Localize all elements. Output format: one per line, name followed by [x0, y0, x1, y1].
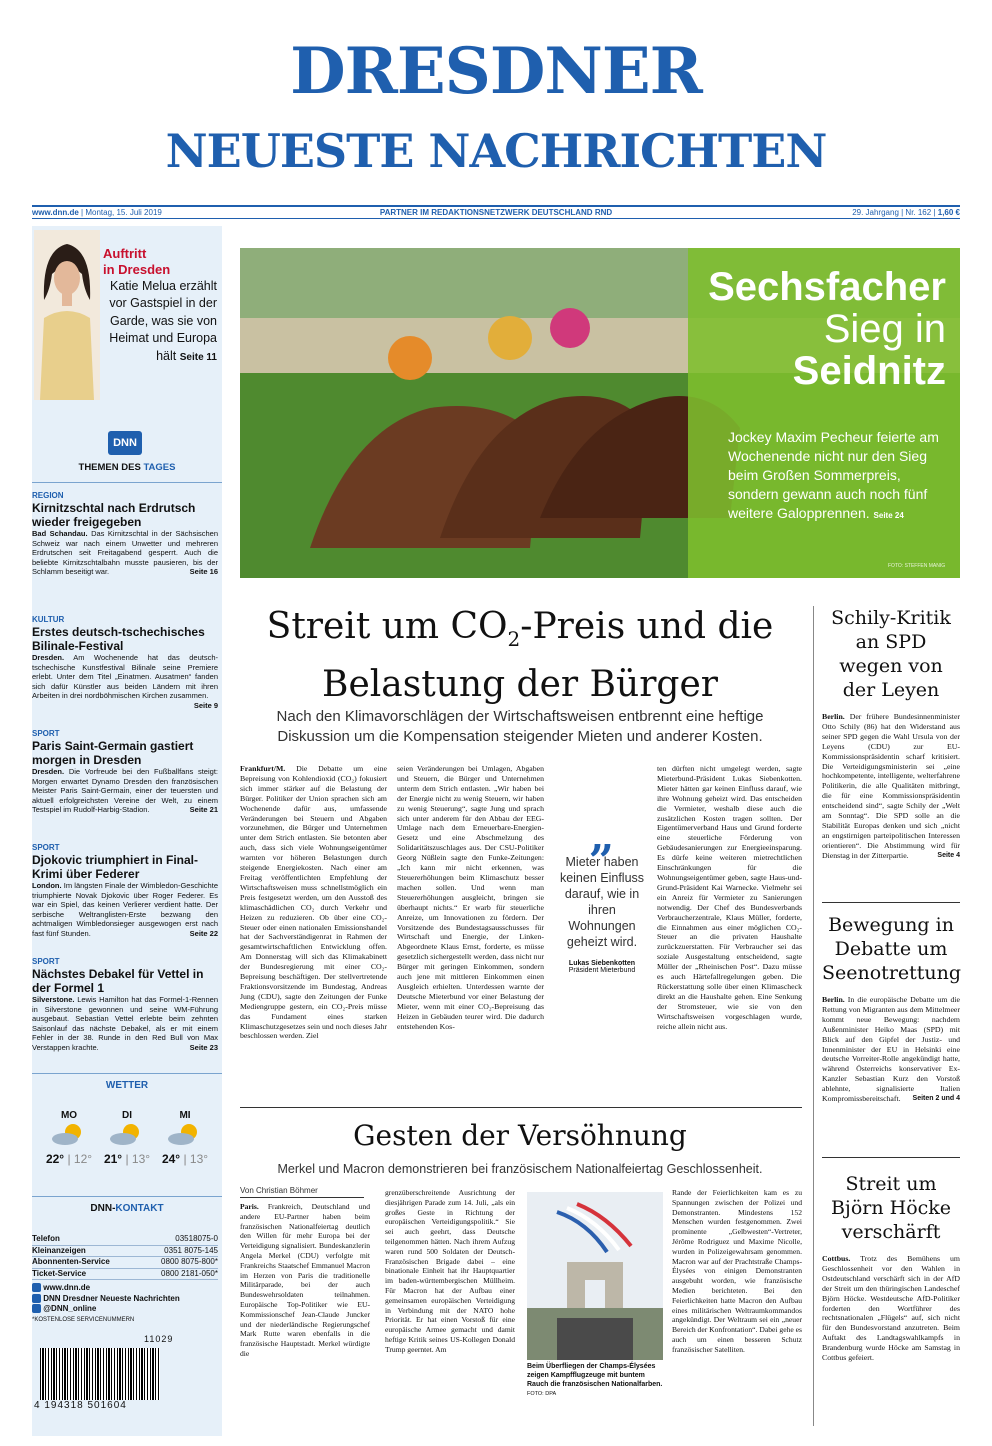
sun-cloud-icon — [165, 1121, 205, 1147]
list-item[interactable]: REGION Kirnitzschtal nach Erdrutsch wieder freigegeben Bad Schandau. Das Kirnitzschtal in der Sächsischen Schweiz war nach einem Unwetter und mehreren Erdrutschen seit Freitagabend gesperrt. Auch die beliebte Kirnitzschtalbahn musste pausieren, bis der Schlamm beseitigt war. Seite 16 — [32, 491, 219, 577]
kontakt-footnote: *KOSTENLOSE SERVICENUMMERN — [32, 1316, 135, 1323]
kontakt-table — [32, 1234, 218, 1325]
weather-day: MO 22° | 12° — [45, 1110, 93, 1166]
table-row: Ticket-Service 0800 2181-050* — [32, 1269, 218, 1281]
facebook-icon — [32, 1294, 41, 1303]
photo-story-headline: Sechsfacher Sieg in Seidnitz — [708, 265, 946, 393]
barcode-top-number: 11029 — [144, 1334, 174, 1344]
teaser-text: Katie Melua erzählt vor Gastspiel in der Garde, was sie von Heimat und Europa hält Seite 11 — [109, 279, 217, 363]
lead-column-3: ten dürften nicht umgelegt werden, sagte Mieterbund-Präsident Lukas Siebenkotten. Mieter hätten gar keinen Einfluss darauf, wie ihre Wohnung geheizt wird. Das entscheiden die Vermieter, weshalb diese auch die zusätzlichen Kosten tragen sollten. Der Eigentümerverband Haus und Grund forderte eine steuerliche Förderung von Gebäudesanierungen zur Energieeinsparung. Es dürfe keine weiteren mietrechtlichen Einschränkungen für die Wohnungseigentümer geben, sagte Haus-und-Grund-Präsident Kai Warnecke. Vielmehr sei ein Anreiz für Vermieter zu Sanierungen notwendig. Der Chef des Bundesverbands Verbraucherzentrale, Klaus Müller, forderte, die Einnahmen aus einer möglichen CO₂-Steuer an die privaten Haushalte zurückzuerstatten. Für Verbraucher sei das soziale Ausgestaltung entscheidend, sagte Müller der „Rheinischen Post“. Dazu müsse es auch Härtefallregelungen geben. Die Rückerstattung solle über einen Klimascheck direkt an die Haushalte gehen. Eine Senkung der Stromsteuer, wie sie von den Wirtschaftsweisen vorgeschlagen wurde, reiche allein nicht aus. — [657, 764, 802, 1031]
weather-day: MI 24° | 13° — [161, 1110, 209, 1166]
second-headline: Gesten der Versöhnung — [353, 1119, 687, 1152]
barcode-bottom-number: 4 194318 501604 — [34, 1400, 127, 1411]
lead-headline: Streit um $CO_2$-Preis und die Belastung der Bürger — [266, 606, 774, 706]
sun-cloud-icon — [107, 1121, 147, 1147]
second-column-1: Paris. Frankreich, Deutschland und andere EU-Partner haben beim französischen Nationalfeiertag deutlich den Willen für mehr Europa bei der Verteidigung signalisiert. Bundeskanzlerin Angela Merkel (CDU) verfolgte mit Frankreichs Staatschef Emmanuel Macron im Herzen von Paris die traditionelle Militärparade, bei der auch Bundeswehrsoldaten teilnahmen. Europäische Top-Politiker wie EU-Kommissionschef Jean-Claude Juncker und der niederländische Regierungschef Mark Rutte waren ebenfalls in die französische Hauptstadt. Merkel würdigte die — [240, 1202, 370, 1358]
themen-heading: THEMEN DES TAGES — [78, 462, 176, 473]
pull-quote: „ Mieter haben keinen Einfluss darauf, wie in ihren Wohnungen geheizt wird. Lukas Siebenkotten Präsident Mieterbund — [554, 820, 650, 974]
weather-forecast — [40, 1110, 214, 1180]
kontakt-title: DNN-KONTAKT — [90, 1203, 164, 1214]
lead-deck: Nach den Klimavorschlägen der Wirtschaftsweisen entbrennt eine heftige Diskussion um die Kompensation steigender Mieten und anderer Kosten. — [276, 708, 764, 745]
barcode — [40, 1348, 160, 1400]
list-item[interactable]: SPORT Nächstes Debakel für Vettel in der Formel 1 Silverstone. Lewis Hamilton hat das Formel-1-Rennen in Silverstone gewonnen und seine WM-Führung ausgebaut. Sebastian Vettel erlebte beim zehnten Saisonlauf das nächste Debakel, als er mit einem Fehler in der 38. Runde in den Red Bull von Max Verstappen krachte. Seite 23 — [32, 957, 218, 1052]
price: 1,60 € — [937, 208, 960, 217]
katie-melua-photo — [34, 230, 100, 400]
second-column-3: Rande der Feierlichkeiten kam es zu Spannungen zwischen der Polizei und Demonstranten. Mindestens 152 Menschen wurden festgenommen. Zwei prominente „Gelbwesten“-Vertreter, Jérôme Rodriguez und Maxime Nicolle, wurden in Polizeigewahrsam genommen. Macron war auf der Prachtstraße Champs-Élysées von einigen Demonstranten ausgebuht worden, wie französische Medien berichteten. Bei den Feierlichkeiten hatte Macron den Aufbau eines militärischen Weltraumkommandos angekündigt. Der Weltraum sei ein „neuer Bereich der Konfrontation“. Dabei gehe es auch um einen besseren Schutz französischer Satelliten. — [672, 1188, 802, 1354]
second-column-2: grenzüberschreitende Ausrichtung der diesjährigen Parade zum 14. Juli, „als ein großes Geste in Richtung der europäischen Verteidigungspolitik.“ Sie sei auch geehrt, dass Deutsche teilgenommen hätten. Nach ihrem Aufzug waren rund 500 Soldaten der Deutsch-Französischen Brigade dabei – eine binationale Einheit hat ihr Hauptquartier im baden-württembergischen Müllheim. Für Macron hat der Aufbau einer gemeinsamen europäischen Verteidigung in Verbindung mit der NATO hohe Priorität. Er hat einen Vorstoß für eine europäische Armee gemacht und damit heftige Kritik seines US-Kollegen Donald Trump geerntet. Am — [385, 1188, 515, 1354]
themen-list — [32, 491, 218, 1071]
quote-mark-icon: „ — [589, 811, 615, 862]
info-bar: www.dnn.de | Montag, 15. Juli 2019 PARTNER IM REDAKTIONSNETZWERK DEUTSCHLAND RND 29. Jahrgang | Nr. 162 | 1,60 € — [32, 205, 960, 219]
table-row: Telefon 03518075-0 — [32, 1234, 218, 1246]
list-item[interactable]: KULTUR Erstes deutsch-tschechisches Bilinale-Festival Dresden. Am Wochenende hat das deutsch-tschechische Kunstfestival Bilinale seine Premiere erlebt. Unter dem Titel „Einatmen. Ausatmen“ fanden sich dafür Künstler aus beiden Ländern mit ihren Arbeiten in drei nordböhmischen Kirchen zusammen. Seite 9 — [32, 615, 219, 710]
photo-story-pageref: Seite 24 — [873, 511, 904, 520]
issue-date: Montag, 15. Juli 2019 — [85, 208, 162, 217]
list-item[interactable]: SPORT Djokovic triumphiert in Final-Krimi über Federer London. Im längsten Finale der Wimbledon-Geschichte triumphierte Novak Djokovic über Roger Federer. Es war ein Spiel, das keinen Verlierer verdient hatte. Der serbische Weltranglisten-Erste bezwang den achtmaligen Wimbledonsieger ausgewogen erst nach fast fünf Stunden. Seite 22 — [32, 843, 218, 938]
side-story-seenotrettung: Bewegung in Debatte um Seenotrettung Berlin. In die europäische Debatte um die Rettung von Migranten aus dem Mittelmeer kommt neue Bewegung: nachdem Außenminister Heiko Maas (SPD) mit Blick auf den Gipfel der Justiz- und Innenminister der EU in Helsinki eine deutsche Vorreiter-Rolle angekündigt hatte, während Österreichs konservativer Ex-Kanzler Sebastian Kurz den Vorstoß ablehnte, signalisierte Italien Kompromissbereitschaft. Seiten 2 und 4 — [822, 914, 962, 1104]
table-row: Kleinanzeigen 0351 8075-145 — [32, 1246, 218, 1258]
twitter-icon — [32, 1304, 41, 1313]
dnn-logo: DNN — [108, 431, 142, 455]
side-story-hoecke: Streit um Björn Höcke verschärft Cottbus. Trotz des Bemühens um Geschlossenheit vor den Wahlen in Ostdeutschland verschärft sich in der AfD der Streit um den thüringischen Landeschef Björn Höcke. Westdeutsche AfD-Politiker forderten den Wortführer des rechtsnationalen „Flügels“ auf, sich nicht für den Bundesvorstand anzutreten. Beim Auftakt des Landtagswahlkampfs in Brandenburg wurde Höcke am Samstag in Cottbus gefeiert. — [822, 1173, 960, 1363]
rnd-logo: RND — [594, 208, 613, 217]
lead-column-1: Frankfurt/M. Die Debatte um eine Bepreisung von Kohlendioxid (CO₂) fokusiert sich immer stärker auf die Belastung der Bürger. Politiker der Union sprachen sich am Wochenende dafür aus, umfassende Veränderungen bei Steuern und Abgaben vorzunehmen, die Bürger und Unternehmen unter dem Strich entlasten. Sie betonten aber auch, dass sich viele Wohnungseigentümer warnten vor höheren Belastungen durch steigende Energiekosten. Nach einer am Freitag veröffentlichten Empfehlung der Wirtschaftsweisen muss schnellstmöglich ein Preis festgesetzt werden, um den Ausstoß des klimaschädlichen CO₂ durch Verkehr und Heizen zu reduzieren. Ob über eine CO₂-Steuer oder einen nationalen Emissionshandel hat der Sachverständigenrat in Rahmen der gesamtwirtschaftlichen Entwicklung offen. Am Donnerstag will sich das Klimakabinett der Bundesregierung mit einer CO₂-Bepreisung beschäftigen. Der stellvertretende Fraktionsvorsitzende im Bundestag, Andreas Jung (CDU), sagte den Zeitungen der Funke Mediengruppe gestern, ein CO₂-Preis müsse das Fundament eines starken Klimaschutzgesetzes sein und noch dieses Jahr beschlossen werden. Ziel — [240, 764, 387, 1041]
byline: Von Christian Böhmer — [240, 1186, 364, 1198]
list-item[interactable]: SPORT Paris Saint-Germain gastiert morgen in Dresden Dresden. Die Vorfreude bei den Fußballfans steigt: Morgen erwartet Dynamo Dresden den französischen Meister Paris Saint-Germain, einer der teuersten und aktuell erfolgreichsten Vereine der Welt, zu einem Testspiel im Rudolf-Harbig-Stadion. Seite 21 — [32, 729, 218, 815]
globe-icon — [32, 1283, 41, 1292]
masthead-line-1: DRESDNER — [290, 34, 702, 109]
parade-photo — [527, 1192, 663, 1360]
lead-column-2: seien Veränderungen bei Umlagen, Abgaben und Steuern, die Bürger und Unternehmen unterm dem Strich entlasten. „Wir haben bei der Energie nicht zu wenig Steuern, wir haben zu wenig Steuerung“, sagte Jung und sprach sich unter anderem für den Abbau der EEG-Umlage nach dem Erneuerbare-Energien-Gesetz und eine Abschmelzung des Solidaritätszuschlages aus. Der CSU-Politiker Georg Nüßlein sagte den Funke-Zeitungen: „Ich kann mir nicht erkennen, was Steuererhöhungen beim Klimaschutz besser machen sollen. Und wenn man Steuererhöhungen ausgleicht, bringen sie überhaupt nichts.“ Er warb für steuerliche Anreize, um Innovationen zu fördern. Der Vorsitzende des Bundestagsausschusses für Wirtschaft und Energie, der Linken-Abgeordnete Klaus Ernst, forderte, es müsse gesetzlich sichergestellt werden, dass nicht nur Bürger mit geringen Einkommen, sondern auch jene mit mittleren Einkommen einen Ausgleich erhielten. Unterdessen warnte der Deutsche Mieterbund vor einer Belastung der Mieter, wenn mit einer CO₂-Bepreisung das Heizen in Gebäuden teurer wird. Die dadurch entstehenden Kos- — [397, 764, 544, 1031]
photo-story-text: Jockey Maxim Pecheur feierte am Wochenende nicht nur den Sieg beim Großen Sommerpreis, sondern gewann auch noch fünf weitere Galopprennen. Seite 24 — [728, 429, 939, 521]
social-link-facebook[interactable]: DNN Dresdner Neueste Nachrichten — [32, 1294, 218, 1305]
photo-credit: FOTO: STEFFEN MANIG — [888, 563, 946, 569]
social-link-twitter[interactable]: @DNN_online — [32, 1304, 218, 1315]
teaser-title: Auftritt in Dresden — [103, 246, 171, 277]
weather-day: DI 21° | 13° — [103, 1110, 151, 1166]
issue-number: 29. Jahrgang | Nr. 162 | — [852, 208, 936, 217]
partner-text: PARTNER IM REDAKTIONSNETZWERK DEUTSCHLAND — [379, 208, 593, 217]
second-deck: Merkel und Macron demonstrieren bei französischem Nationalfeiertag Geschlossenheit. — [277, 1162, 763, 1176]
side-story-schily: Schily-Kritik an SPD wegen von der Leyen Berlin. Der frühere Bundesinnenminister Otto Schily (86) hat den Widerstand aus seiner SPD gegen die Wahl Ursula von der Leyens (CDU) zur EU-Kommissionspräsidentin scharf kritisiert. Die Verteidigungsministerin sei „eine hochkompetente, intelligente, welterfahrene Politikerin, die alle Qualitäten mitbringt, die für eine Kommissionspräsidentin entscheidend sind“, sagte Schily der „Welt am Sonntag“. Die SPD solle an die Stabilität Europas denken und sich „nicht an engstirnigen parteipolitischen Interessen orientieren“. Die Abstimmung wird für Dienstag in der Zitterpartie. Seite 4 — [822, 607, 960, 860]
sun-cloud-icon — [49, 1121, 89, 1147]
weather-title: WETTER — [105, 1080, 149, 1091]
photo-caption: Beim Überfliegen der Champs-Élysées zeigen Kampfflugzeuge mit buntem Rauch die französischen Nationalfarben. FOTO: DPA — [527, 1363, 663, 1397]
teaser-pageref: Seite 11 — [179, 351, 217, 363]
social-link-web[interactable]: www.dnn.de — [32, 1283, 218, 1294]
website-link[interactable]: www.dnn.de — [32, 208, 79, 217]
masthead-line-2: NEUESTE NACHRICHTEN — [165, 124, 827, 178]
table-row: Abonnenten-Service 0800 8075-800* — [32, 1257, 218, 1269]
